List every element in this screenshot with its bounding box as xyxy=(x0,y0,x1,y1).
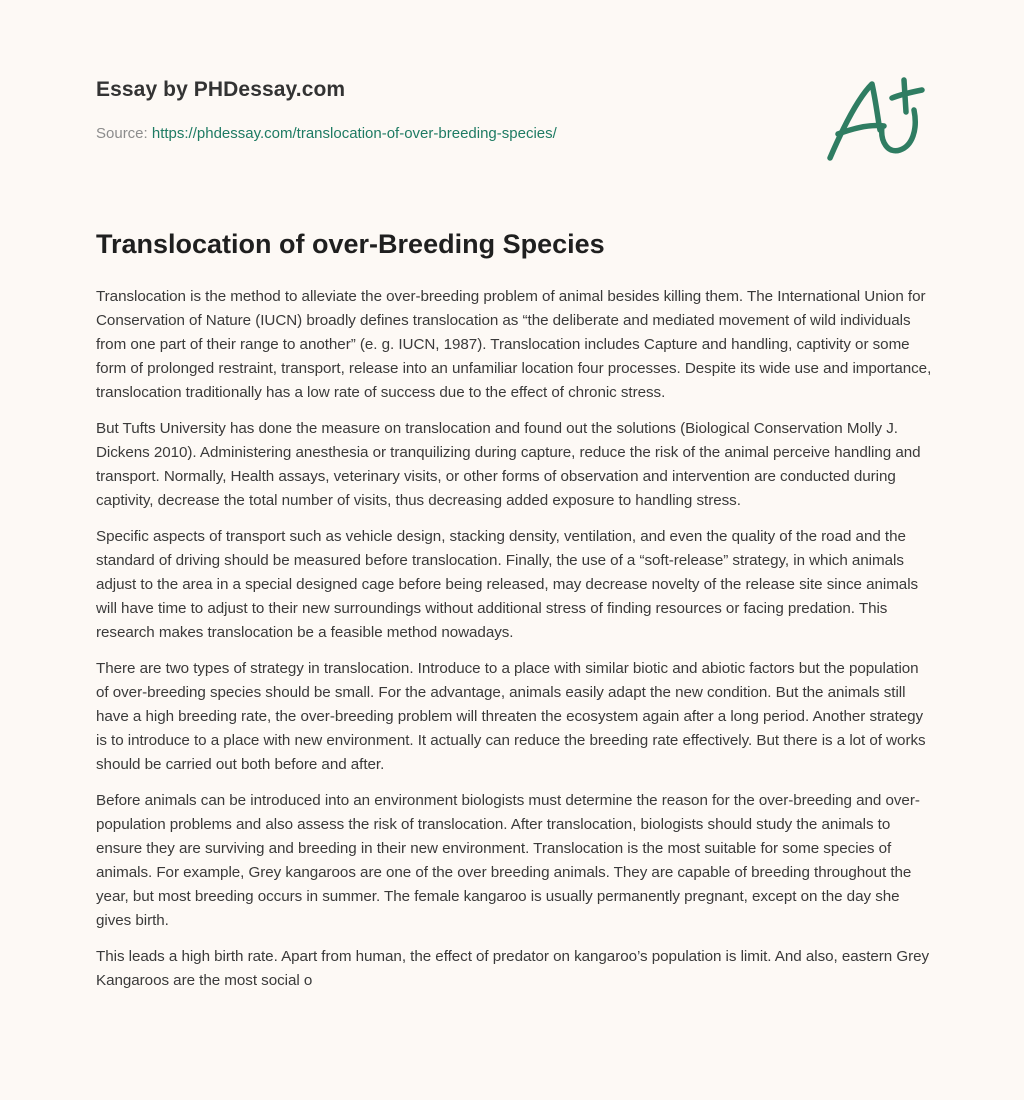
paragraph: Before animals can be introduced into an environment biologists must determine the reason for the over-breeding and over-population problems and also assess the risk of translocation. After translocation, biologists should study the animals to ensure they are surviving and breeding in their new environment. Translocation is the most suitable for some species of animals. For example, Grey kangaroos are one of the over breeding animals. They are capable of breeding throughout the year, but most breeding occurs in summer. The female kangaroo is usually permanently pregnant, except on the day she gives birth. xyxy=(96,792,920,929)
source-link[interactable]: https://phdessay.com/translocation-of-over-breeding-species/ xyxy=(151,125,557,142)
site-title: Essay by PHDessay.com xyxy=(96,78,346,101)
page-header xyxy=(96,76,936,144)
paragraph: But Tufts University has done the measure on translocation and found out the solutions (Biological Conservation Molly J. Dickens 2010). Administering anesthesia or tranquilizing during capture, reduce the risk of the animal perceive handling and transport. Normally, Health assays, veterinary visits, or other forms of observation and intervention are conducted during captivity, decrease the total number of visits, thus decreasing added exposure to handling stress. xyxy=(96,420,921,509)
source-label: Source: xyxy=(96,125,152,142)
paragraph: Translocation is the method to alleviate the over-breeding problem of animal besides killing them. The International Union for Conservation of Nature (IUCN) broadly defines translocation as “the deliberate and mediated movement of wild individuals from one part of their range to another” (e. g. IUCN, 1987). Translocation includes Capture and handling, captivity or some form of prolonged restraint, transport, release into an unfamiliar location four processes. Despite its wide use and importance, translocation traditionally has a low rate of success due to the effect of chronic stress. xyxy=(96,288,932,401)
article-title: Translocation of over-Breeding Species xyxy=(96,229,605,259)
a-plus-grade-icon xyxy=(820,68,930,168)
paragraph: There are two types of strategy in translocation. Introduce to a place with similar biotic and abiotic factors but the population of over-breeding species should be small. For the advantage, animals easily adapt the new condition. But the animals still have a high breeding rate, the over-breeding problem will threaten the ecosystem again after a long period. Another strategy is to introduce to a place with new environment. It actually can reduce the breeding rate effectively. But there is a lot of works should be carried out both before and after. xyxy=(96,660,926,773)
article-body xyxy=(96,285,932,1005)
source-line xyxy=(96,124,936,144)
paragraph: Specific aspects of transport such as vehicle design, stacking density, ventilation, and even the quality of the road and the standard of driving should be measured before translocation. Finally, the use of a “soft-release” strategy, in which animals adjust to the area in a special designed cage before being released, may decrease novelty of the release site since animals will have time to adjust to their new surroundings without additional stress of finding resources or facing predation. This research makes translocation be a feasible method nowadays. xyxy=(96,528,919,641)
paragraph: This leads a high birth rate. Apart from human, the effect of predator on kangaroo’s population is limit. And also, eastern Grey Kangaroos are the most social o xyxy=(96,948,930,989)
